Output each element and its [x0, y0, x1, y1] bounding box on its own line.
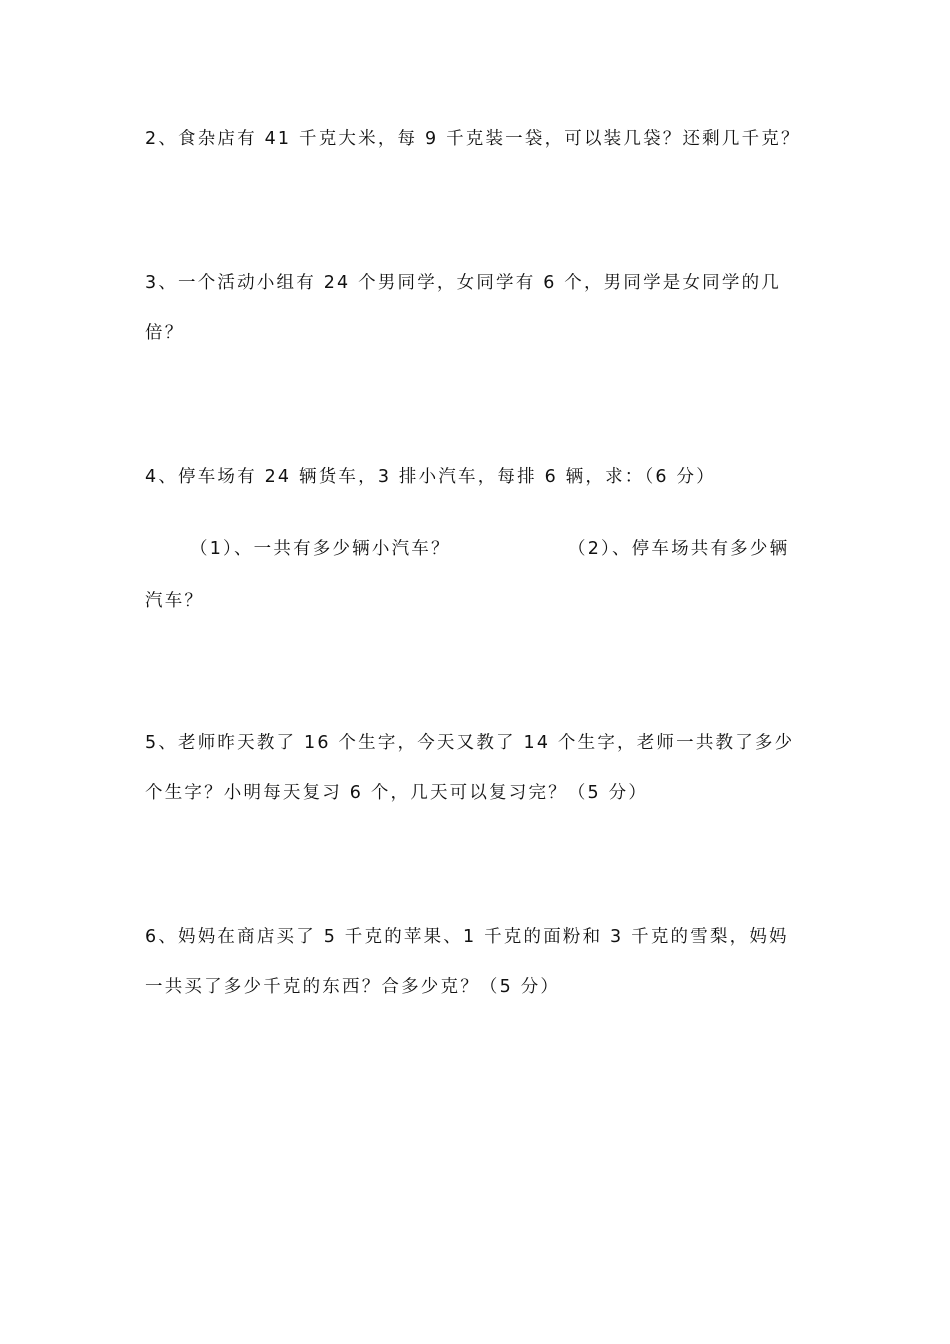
question-6-line-1: 6、妈妈在商店买了 5 千克的苹果、1 千克的面粉和 3 千克的雪梨，妈妈 — [145, 927, 789, 947]
question-5-line-1: 5、老师昨天教了 16 个生字，今天又教了 14 个生字，老师一共教了多少 — [145, 733, 795, 753]
question-2-line-1: 2、食杂店有 41 千克大米，每 9 千克装一袋，可以装几袋？还剩几千克？ — [145, 129, 801, 149]
question-5-line-2: 个生字？小明每天复习 6 个，几天可以复习完？（5 分） — [145, 783, 649, 803]
question-4-sub-2-continued: 汽车？ — [145, 591, 205, 611]
question-6-line-2: 一共买了多少千克的东西？合多少克？（5 分） — [145, 977, 561, 997]
question-3-line-1: 3、一个活动小组有 24 个男同学，女同学有 6 个，男同学是女同学的几 — [145, 273, 781, 293]
question-3-line-2: 倍？ — [145, 323, 185, 343]
question-4-sub-1: （1）、一共有多少辆小汽车？ — [190, 539, 451, 559]
question-4-sub-2: （2）、停车场共有多少辆 — [568, 539, 790, 559]
question-4-line-1: 4、停车场有 24 辆货车，3 排小汽车，每排 6 辆，求：（6 分） — [145, 467, 716, 487]
